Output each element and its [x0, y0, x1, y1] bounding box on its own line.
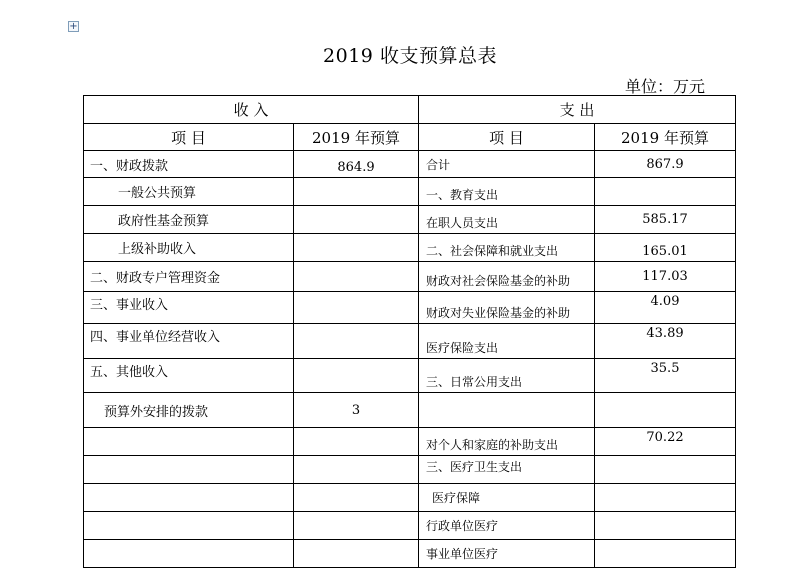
- expense-value: 43.89: [595, 324, 736, 359]
- income-label: 政府性基金预算: [84, 206, 294, 234]
- table-row: [84, 178, 736, 206]
- income-label: 一、财政拨款: [84, 151, 294, 178]
- expense-label: 合计: [419, 151, 595, 178]
- income-label: [84, 540, 294, 568]
- income-value: [294, 262, 419, 292]
- income-value: 3: [294, 393, 419, 428]
- table-row: [84, 456, 736, 484]
- income-label: 一般公共预算: [84, 178, 294, 206]
- income-label: 二、财政专户管理资金: [84, 262, 294, 292]
- expense-value: 70.22: [595, 428, 736, 456]
- expense-value: 117.03: [595, 262, 736, 292]
- table-row: [84, 359, 736, 393]
- expense-value: 165.01: [595, 234, 736, 262]
- expense-label: [419, 393, 595, 428]
- income-value: [294, 456, 419, 484]
- expense-label: 在职人员支出: [419, 206, 595, 234]
- expense-label: 财政对失业保险基金的补助: [419, 292, 595, 324]
- expense-item-header: 项 目: [419, 124, 595, 151]
- expense-value: 35.5: [595, 359, 736, 393]
- expense-value: 4.09: [595, 292, 736, 324]
- income-label: [84, 512, 294, 540]
- table-row: [84, 540, 736, 568]
- income-value: [294, 234, 419, 262]
- table-row: [84, 262, 736, 292]
- table-row: [84, 292, 736, 324]
- expense-value: 585.17: [595, 206, 736, 234]
- expense-label: 三、医疗卫生支出: [419, 456, 595, 484]
- unit-label: 单位：万元: [625, 77, 706, 96]
- income-label: [84, 428, 294, 456]
- income-label: [84, 456, 294, 484]
- income-value: [294, 484, 419, 512]
- expense-header: 支 出: [419, 96, 736, 124]
- expense-value: [595, 540, 736, 568]
- expense-value: 867.9: [595, 151, 736, 178]
- income-value: [294, 428, 419, 456]
- expense-value: [595, 178, 736, 206]
- table-row: [84, 428, 736, 456]
- expense-label: 二、社会保障和就业支出: [419, 234, 595, 262]
- income-value: [294, 178, 419, 206]
- table-move-handle-icon[interactable]: +: [69, 21, 78, 32]
- page-title: 2019 收支预算总表: [323, 45, 497, 67]
- income-header: 收 入: [84, 96, 419, 124]
- income-value: [294, 292, 419, 324]
- expense-label: 对个人和家庭的补助支出: [419, 428, 595, 456]
- income-label: 三、事业收入: [84, 292, 294, 324]
- income-value: [294, 359, 419, 393]
- table-row: [84, 234, 736, 262]
- expense-value: [595, 456, 736, 484]
- income-label: 四、事业单位经营收入: [84, 324, 294, 359]
- expense-label: 财政对社会保险基金的补助: [419, 262, 595, 292]
- table-row: [84, 512, 736, 540]
- income-value: [294, 512, 419, 540]
- expense-value: [595, 393, 736, 428]
- expense-budget-header: 2019 年预算: [595, 124, 736, 151]
- income-item-header: 项 目: [84, 124, 294, 151]
- income-value: 864.9: [294, 151, 419, 178]
- income-value: [294, 206, 419, 234]
- expense-value: [595, 512, 736, 540]
- income-value: [294, 324, 419, 359]
- table-row: [84, 393, 736, 428]
- expense-label: 行政单位医疗: [419, 512, 595, 540]
- income-budget-header: 2019 年预算: [294, 124, 419, 151]
- table-row: [84, 206, 736, 234]
- income-label: [84, 484, 294, 512]
- expense-label: 医疗保障: [419, 484, 595, 512]
- budget-table: [83, 95, 736, 568]
- expense-value: [595, 484, 736, 512]
- table-row: [84, 324, 736, 359]
- expense-label: 事业单位医疗: [419, 540, 595, 568]
- expense-label: 三、日常公用支出: [419, 359, 595, 393]
- expense-label: 一、教育支出: [419, 178, 595, 206]
- income-label: 上级补助收入: [84, 234, 294, 262]
- table-row: [84, 484, 736, 512]
- income-value: [294, 540, 419, 568]
- income-label: 预算外安排的拨款: [84, 393, 294, 428]
- expense-label: 医疗保险支出: [419, 324, 595, 359]
- table-row: [84, 151, 736, 178]
- income-label: 五、其他收入: [84, 359, 294, 393]
